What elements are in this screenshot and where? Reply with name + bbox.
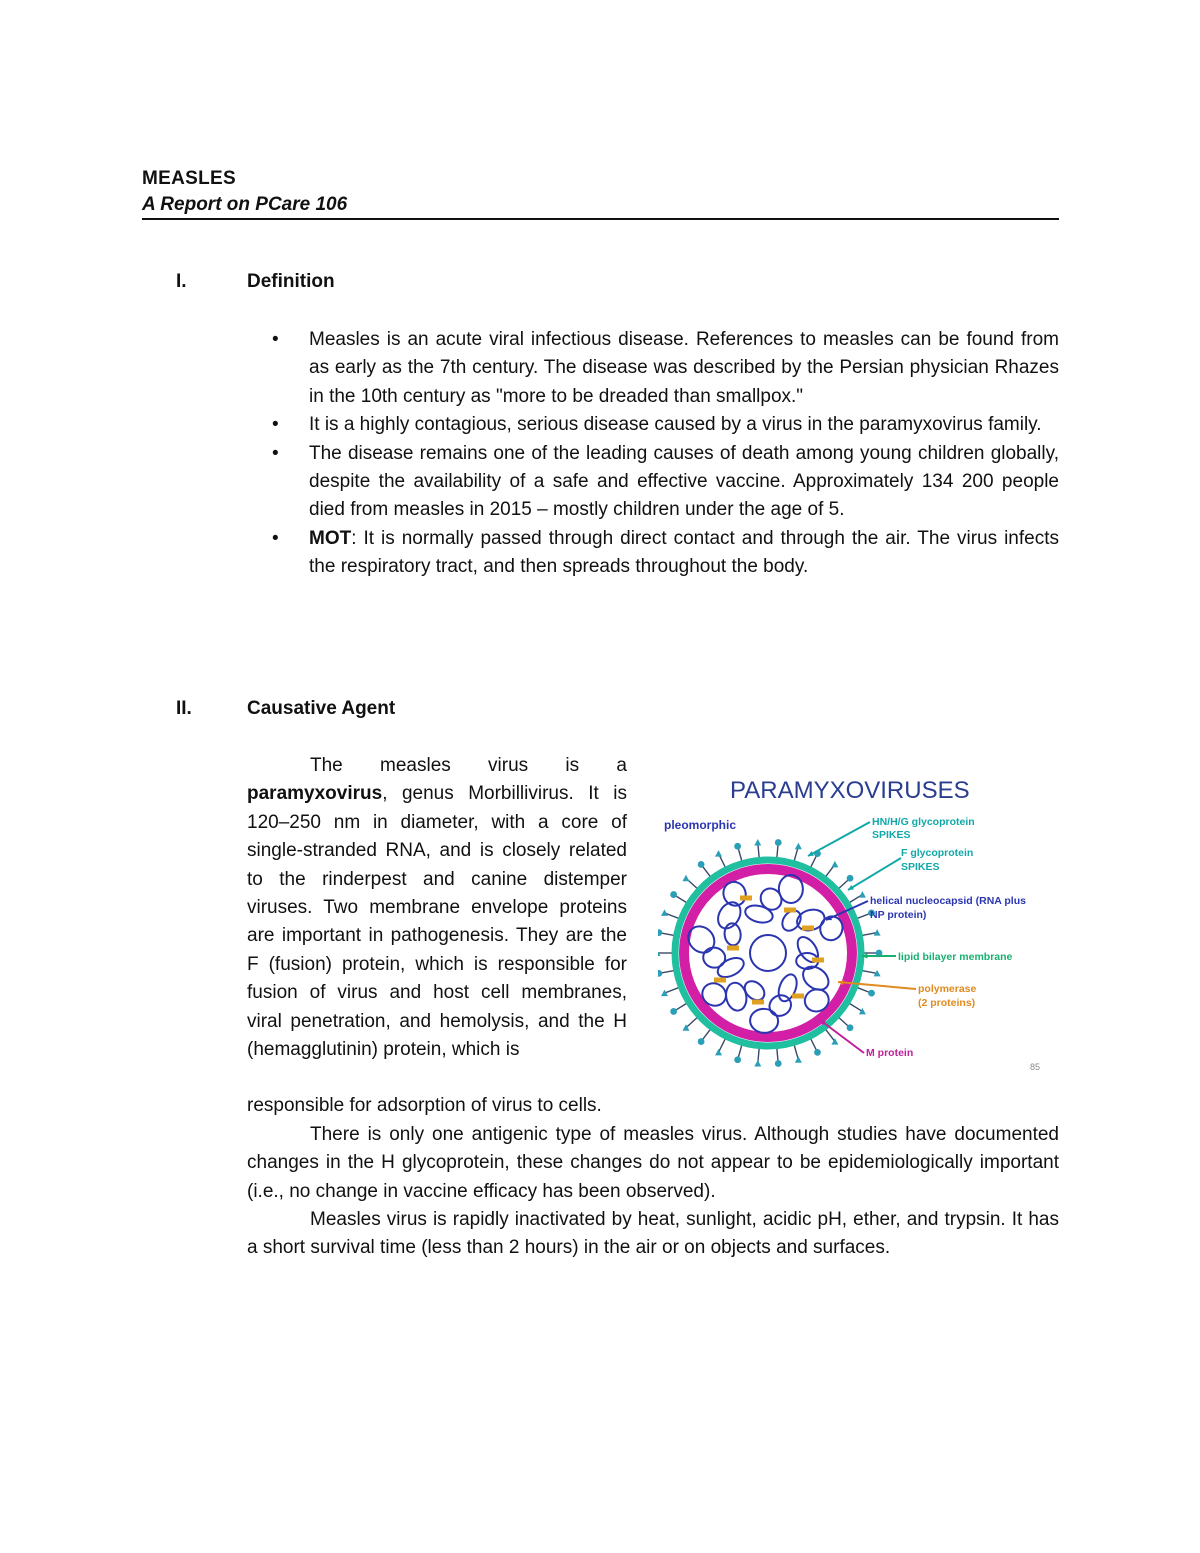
label-m-protein: M protein: [866, 1047, 914, 1059]
bullet-icon: •: [272, 414, 279, 436]
bullet-icon: •: [272, 442, 279, 464]
pointer-line: [808, 822, 870, 856]
label-hn-glycoprotein: HN/H/G glycoprotein: [872, 816, 975, 828]
bullet-bold-term: MOT: [309, 527, 352, 549]
spike-stalk: [664, 987, 679, 993]
spike-head-triangle: [682, 875, 689, 882]
inactivation-paragraph: Measles virus is rapidly inactivated by heat, sunlight, acidic pH, ether, and trypsin. It has a short survival time (less than 2 hours) in the air or on objects and surfaces.: [247, 1209, 1059, 1259]
title-divider: [142, 218, 1059, 220]
label-f-glycoprotein: F glycoprotein: [901, 847, 974, 859]
label-np-protein: NP protein): [870, 909, 927, 921]
polymerase-marker: [727, 946, 739, 951]
antigenic-type-paragraph: There is only one antigenic type of measles virus. Although studies have documented changes in the H glycoprotein, these changes do not appear to be epidemiologically important (i.e., no change in vaccine efficacy has been observed).: [247, 1124, 1059, 1202]
spike-head-round: [658, 970, 662, 977]
polymerase-marker: [784, 908, 796, 913]
spike-head-triangle: [795, 1056, 802, 1063]
label-helical-nucleocapsid: helical nucleocapsid (RNA plus: [870, 895, 1026, 907]
intro-rest: , genus Morbillivirus. It is 120–250 nm in diameter, with a core of single-stranded RNA, and is closely related to the rinderpest and canine distemper viruses. Two membrane envelope proteins are important in pathogenesis. They are the F (fusion) protein, which is responsible for fusion of virus and host cell membranes, viral penetration, and hemolysis, and the H (hemagglutinin) protein, which is: [247, 783, 627, 1061]
bullet-icon: •: [272, 329, 279, 350]
spike-head-triangle: [715, 850, 722, 857]
spike-head-round: [847, 1024, 854, 1031]
paramyxovirus-diagram: [658, 770, 1053, 1075]
polymerase-marker: [714, 978, 726, 983]
label-polymerase: polymerase: [918, 983, 977, 995]
spike-head-round: [734, 1056, 741, 1063]
spike-head-round: [775, 839, 782, 846]
spike-head-round: [847, 875, 854, 882]
spike-stalk: [686, 1017, 698, 1028]
polymerase-marker: [792, 994, 804, 999]
spike-head-triangle: [831, 861, 838, 868]
pointer-line: [820, 1020, 864, 1053]
figure-page-number: 85: [1030, 1062, 1041, 1072]
intro-bold-term: paramyxovirus: [247, 783, 383, 805]
list-item: [272, 440, 1059, 525]
spike-head-triangle: [859, 1008, 866, 1015]
section-2-number: II.: [176, 698, 192, 719]
spike-head-round: [734, 843, 741, 850]
intro-lead: The measles virus is a: [310, 755, 627, 776]
causative-agent-intro-tail: responsible for adsorption of virus to cells.: [247, 1095, 602, 1116]
label-hn-spikes: SPIKES: [872, 829, 911, 841]
section-1-title: Definition: [247, 271, 335, 292]
spike-head-triangle: [715, 1049, 722, 1056]
spike-head-triangle: [754, 839, 761, 846]
spike-head-round: [814, 1049, 821, 1056]
spike-stalk: [849, 1003, 863, 1011]
label-lipid-bilayer: lipid bilayer membrane: [898, 951, 1013, 963]
figure-title: PARAMYXOVIRUSES: [730, 777, 970, 804]
polymerase-marker: [812, 958, 824, 963]
spike-head-round: [868, 990, 875, 997]
section-2-title: Causative Agent: [247, 698, 396, 719]
bullet-text: : It is normally passed through direct contact and through the air. The virus infects the respiratory tract, and then spreads throughout the body.: [309, 527, 1059, 578]
label-f-spikes: SPIKES: [901, 861, 940, 873]
spike-stalk: [861, 970, 877, 973]
polymerase-marker: [802, 926, 814, 931]
spike-head-round: [775, 1060, 782, 1067]
list-item: [272, 326, 1059, 411]
label-polymerase-count: (2 proteins): [918, 997, 976, 1009]
spike-head-round: [670, 1008, 677, 1015]
spike-head-round: [698, 1038, 705, 1045]
spike-head-round: [658, 929, 662, 936]
polymerase-marker: [752, 1000, 764, 1005]
definition-bullet-list: [272, 326, 1059, 582]
list-item: [272, 411, 1059, 439]
spike-head-triangle: [859, 891, 866, 898]
spike-stalk: [719, 1038, 726, 1052]
figure-shape-label: pleomorphic: [664, 818, 737, 832]
spike-head-round: [670, 891, 677, 898]
bullet-icon: •: [272, 527, 279, 549]
polymerase-marker: [740, 896, 752, 901]
virion-core: [690, 875, 846, 1031]
document-subtitle: A Report on PCare 106: [142, 194, 348, 215]
bullet-text: Measles is an acute viral infectious disease. References to measles can be found from as early as the 7th century. The disease was described by the Persian physician Rhazes in the 10th century as "more to be dreaded than smallpox.": [309, 329, 1059, 407]
pointer-line: [848, 858, 901, 890]
spike-stalk: [794, 1044, 798, 1059]
causative-agent-intro: [247, 752, 627, 1064]
section-1-number: I.: [176, 271, 187, 292]
spike-head-triangle: [754, 1060, 761, 1067]
bullet-text: It is a highly contagious, serious disease caused by a virus in the paramyxovirus family.: [309, 414, 1042, 436]
bullet-text: The disease remains one of the leading causes of death among young children globally, despite the availability of a safe and effective vaccine. Approximately 134 200 people died from measles in 2015 – mostly children under the age of 5.: [309, 442, 1059, 521]
spike-head-triangle: [661, 909, 668, 916]
document-title: MEASLES: [142, 168, 236, 189]
list-item: [272, 525, 1059, 582]
spike-head-triangle: [795, 843, 802, 850]
spike-head-round: [698, 861, 705, 868]
